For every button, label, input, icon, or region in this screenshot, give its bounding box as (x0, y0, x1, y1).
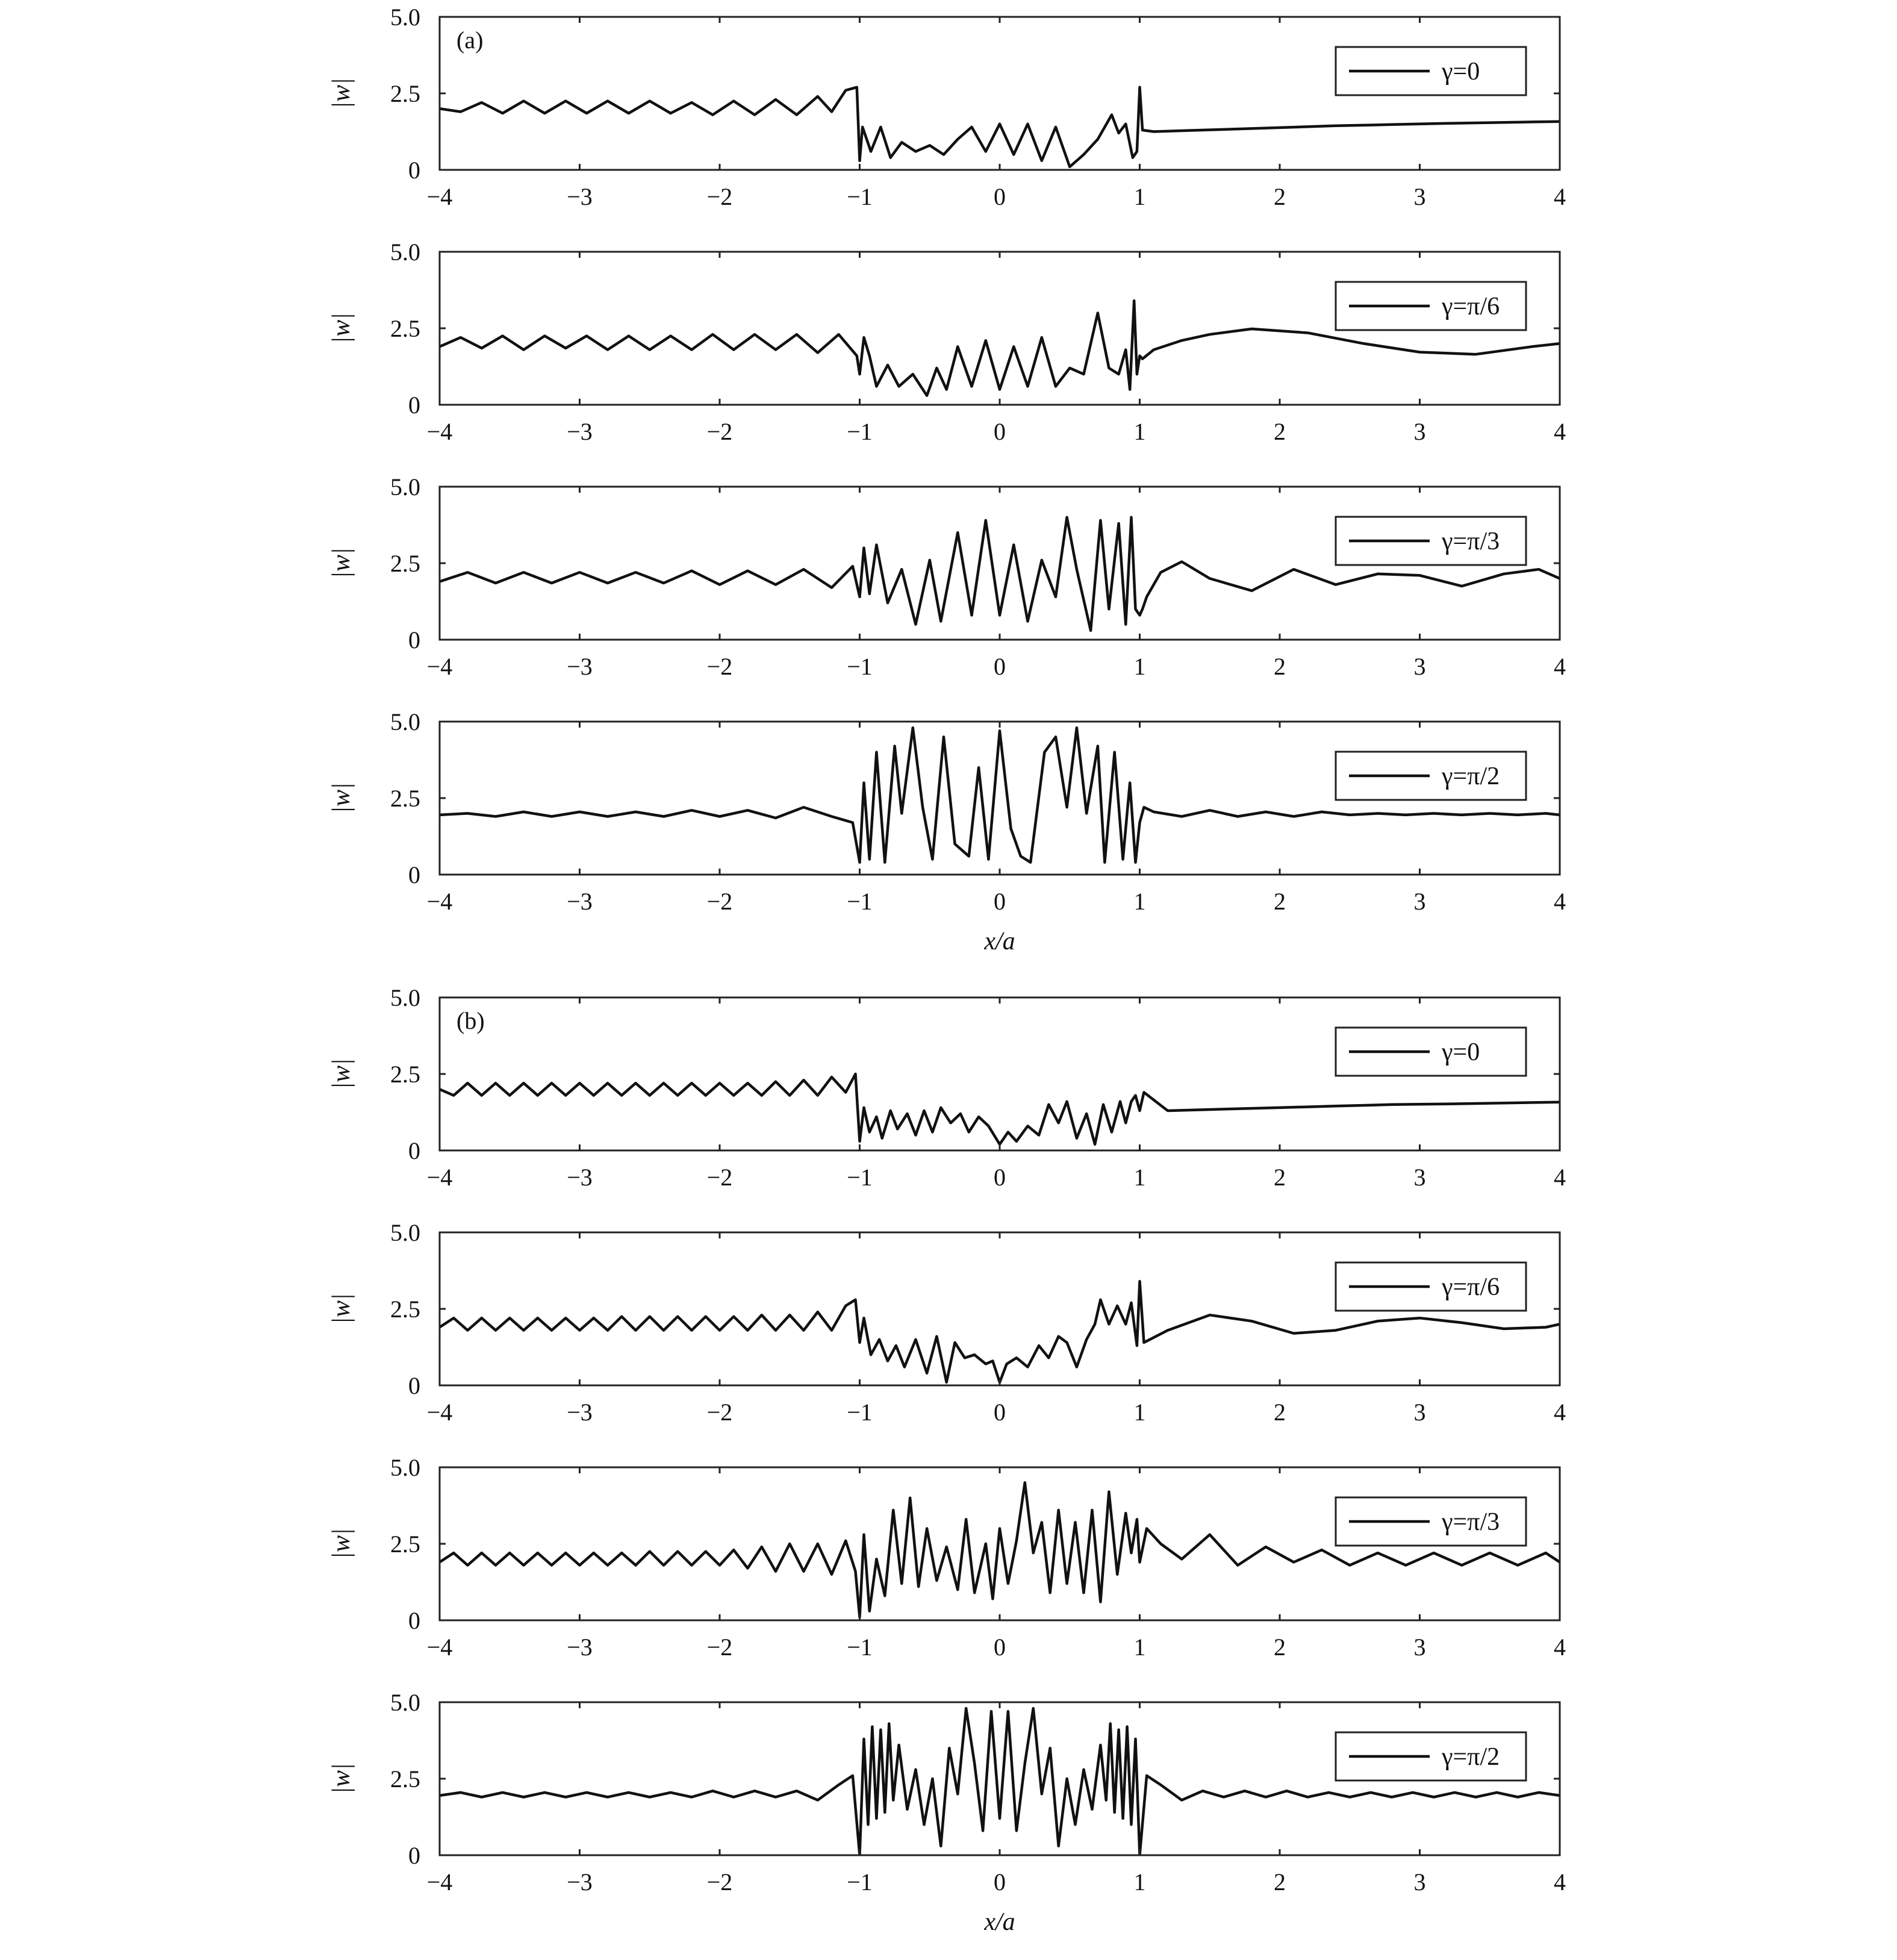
legend (1336, 752, 1526, 800)
y-tick-label: 0 (408, 157, 420, 184)
x-tick-label: −4 (426, 1399, 453, 1426)
x-tick-label: −1 (847, 1868, 873, 1896)
x-tick-label: 3 (1413, 418, 1426, 445)
x-tick-label: 3 (1413, 1868, 1426, 1896)
x-tick-label: −3 (567, 653, 593, 680)
chart-panel-3 (328, 473, 1566, 680)
x-tick-label: 4 (1554, 418, 1566, 445)
x-tick-label: −4 (426, 653, 453, 680)
x-tick-label: −4 (426, 1164, 453, 1191)
x-tick-label: −4 (426, 1634, 453, 1661)
y-axis-label: |w| (328, 782, 355, 814)
legend-label: γ=0 (1442, 58, 1480, 86)
y-axis-label: |w| (328, 78, 355, 109)
x-tick-label: −1 (847, 653, 873, 680)
legend (1336, 517, 1526, 565)
x-tick-label: −4 (426, 418, 453, 445)
x-tick-label: −3 (567, 1634, 593, 1661)
x-tick-label: −3 (567, 1868, 593, 1896)
y-tick-label: 5.0 (390, 1689, 420, 1716)
x-tick-label: 1 (1133, 1634, 1146, 1661)
y-tick-label: 2.5 (390, 1531, 420, 1558)
x-tick-label: 3 (1413, 183, 1426, 210)
x-tick-label: 2 (1274, 1164, 1286, 1191)
x-tick-label: −1 (847, 1634, 873, 1661)
x-tick-label: −1 (847, 418, 873, 445)
x-tick-label: 4 (1554, 1868, 1566, 1896)
y-tick-label: 2.5 (390, 1765, 420, 1793)
x-tick-label: −2 (706, 183, 733, 210)
chart-panel-4 (328, 708, 1566, 955)
y-axis-label: |w| (328, 1058, 355, 1090)
y-axis-label: |w| (328, 548, 355, 579)
legend (1336, 282, 1526, 330)
chart-panel-5 (328, 984, 1566, 1191)
x-tick-label: −2 (706, 653, 733, 680)
legend-label: γ=π/2 (1442, 763, 1500, 790)
x-tick-label: −2 (706, 418, 733, 445)
x-tick-label: 1 (1133, 418, 1146, 445)
x-tick-label: 2 (1274, 1634, 1286, 1661)
x-tick-label: 4 (1554, 1164, 1566, 1191)
x-tick-label: 0 (994, 183, 1006, 210)
x-tick-label: 1 (1133, 653, 1146, 680)
y-tick-label: 0 (408, 1372, 420, 1399)
y-tick-label: 0 (408, 1842, 420, 1869)
x-tick-label: 2 (1274, 888, 1286, 915)
x-axis-label: x/a (984, 1908, 1015, 1936)
y-tick-label: 5.0 (390, 239, 420, 266)
panel-tag: (a) (456, 27, 484, 54)
x-tick-label: 4 (1554, 1399, 1566, 1426)
x-tick-label: 3 (1413, 888, 1426, 915)
x-axis-label: x/a (984, 928, 1015, 955)
x-tick-label: 3 (1413, 1399, 1426, 1426)
x-tick-label: −3 (567, 888, 593, 915)
chart-panel-2 (328, 239, 1566, 445)
x-tick-label: 0 (994, 888, 1006, 915)
x-tick-label: 1 (1133, 1164, 1146, 1191)
series-line (440, 1708, 1560, 1855)
x-tick-label: 2 (1274, 418, 1286, 445)
x-tick-label: −4 (426, 1868, 453, 1896)
x-tick-label: −2 (706, 1634, 733, 1661)
x-tick-label: 1 (1133, 1868, 1146, 1896)
x-tick-label: −1 (847, 1399, 873, 1426)
y-tick-label: 2.5 (390, 315, 420, 342)
x-tick-label: 4 (1554, 1634, 1566, 1661)
legend-label: γ=π/6 (1442, 293, 1500, 320)
legend (1336, 1028, 1526, 1076)
chart-panel-7 (328, 1454, 1566, 1661)
x-tick-label: 4 (1554, 183, 1566, 210)
panel-tag: (b) (456, 1007, 485, 1034)
y-tick-label: 5.0 (390, 984, 420, 1011)
x-tick-label: −3 (567, 183, 593, 210)
chart-panel-8 (328, 1689, 1566, 1936)
y-tick-label: 0 (408, 626, 420, 654)
x-tick-label: 4 (1554, 888, 1566, 915)
x-tick-label: −2 (706, 1868, 733, 1896)
x-tick-label: −1 (847, 183, 873, 210)
x-tick-label: 1 (1133, 888, 1146, 915)
x-tick-label: 0 (994, 1164, 1006, 1191)
y-tick-label: 5.0 (390, 708, 420, 735)
legend (1336, 1262, 1526, 1311)
chart-panel-1 (328, 4, 1566, 210)
y-tick-label: 2.5 (390, 1296, 420, 1323)
x-tick-label: −3 (567, 418, 593, 445)
legend-label: γ=π/2 (1442, 1743, 1500, 1771)
y-tick-label: 5.0 (390, 1454, 420, 1481)
x-tick-label: −1 (847, 888, 873, 915)
legend-label: γ=π/3 (1442, 1508, 1500, 1536)
x-tick-label: −2 (706, 1164, 733, 1191)
x-tick-label: −2 (706, 888, 733, 915)
x-tick-label: −3 (567, 1164, 593, 1191)
x-tick-label: 2 (1274, 183, 1286, 210)
x-tick-label: 0 (994, 1399, 1006, 1426)
x-tick-label: −1 (847, 1164, 873, 1191)
x-tick-label: 2 (1274, 1868, 1286, 1896)
y-axis-label: |w| (328, 1763, 355, 1794)
x-tick-label: 3 (1413, 1634, 1426, 1661)
series-line (440, 87, 1560, 167)
x-tick-label: 1 (1133, 183, 1146, 210)
y-axis-label: |w| (328, 1293, 355, 1325)
y-axis-label: |w| (328, 313, 355, 344)
y-tick-label: 5.0 (390, 1219, 420, 1246)
y-tick-label: 0 (408, 861, 420, 888)
x-tick-label: −3 (567, 1399, 593, 1426)
x-tick-label: 2 (1274, 653, 1286, 680)
legend-label: γ=0 (1442, 1038, 1480, 1066)
x-tick-label: −2 (706, 1399, 733, 1426)
legend (1336, 1732, 1526, 1781)
x-tick-label: 2 (1274, 1399, 1286, 1426)
chart-panel-6 (328, 1219, 1566, 1426)
y-tick-label: 2.5 (390, 785, 420, 812)
y-tick-label: 2.5 (390, 550, 420, 577)
legend (1336, 47, 1526, 95)
y-axis-label: |w| (328, 1528, 355, 1559)
x-tick-label: 3 (1413, 1164, 1426, 1191)
y-tick-label: 5.0 (390, 473, 420, 501)
x-tick-label: 0 (994, 1868, 1006, 1896)
legend-label: γ=π/3 (1442, 528, 1500, 555)
x-tick-label: 0 (994, 653, 1006, 680)
y-tick-label: 0 (408, 1137, 420, 1164)
x-tick-label: 4 (1554, 653, 1566, 680)
x-tick-label: 3 (1413, 653, 1426, 680)
y-tick-label: 0 (408, 1607, 420, 1634)
x-tick-label: 1 (1133, 1399, 1146, 1426)
y-tick-label: 5.0 (390, 4, 420, 31)
y-tick-label: 2.5 (390, 1061, 420, 1088)
x-tick-label: −4 (426, 183, 453, 210)
x-tick-label: −4 (426, 888, 453, 915)
y-tick-label: 2.5 (390, 80, 420, 107)
legend-label: γ=π/6 (1442, 1273, 1500, 1301)
legend (1336, 1497, 1526, 1546)
x-tick-label: 0 (994, 418, 1006, 445)
series-line (440, 1074, 1560, 1144)
x-tick-label: 0 (994, 1634, 1006, 1661)
y-tick-label: 0 (408, 392, 420, 419)
